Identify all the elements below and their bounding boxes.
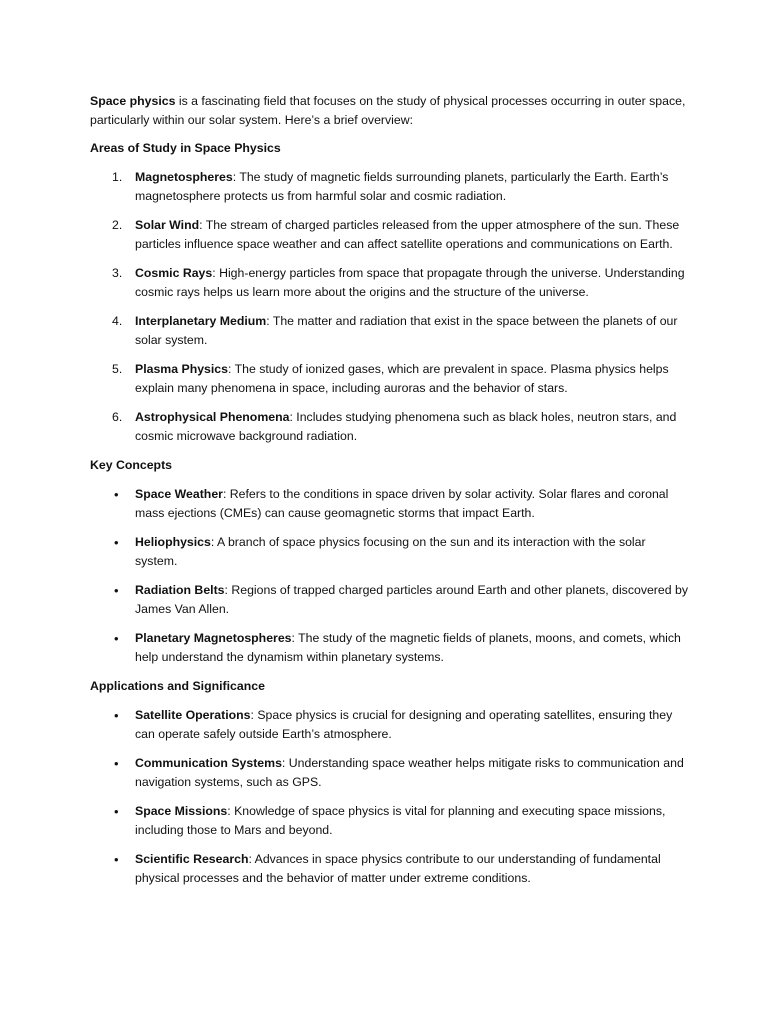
list-item <box>90 802 690 840</box>
intro-term: Space physics <box>90 94 176 108</box>
list-item <box>90 360 690 398</box>
item-text: : The study of the magnetic fields of planets, moons, and comets, which help understand the dynamism within planetary systems. <box>135 631 681 664</box>
section-heading-areas: Areas of Study in Space Physics <box>90 141 281 155</box>
concepts-list <box>90 485 690 667</box>
item-text: : Includes studying phenomena such as black holes, neutron stars, and cosmic microwave background radiation. <box>135 410 677 443</box>
bullet-icon: • <box>114 852 119 867</box>
section-heading-concepts: Key Concepts <box>90 458 173 472</box>
bullet-icon: • <box>114 535 119 550</box>
applications-list <box>90 706 690 888</box>
item-text: : A branch of space physics focusing on the sun and its interaction with the solar system. <box>135 535 646 568</box>
item-text: : Space physics is crucial for designing and operating satellites, ensuring they can operate safely outside Earth’s atmosphere. <box>135 708 673 741</box>
item-term: Astrophysical Phenomena <box>135 410 290 424</box>
item-text: : Knowledge of space physics is vital for planning and executing space missions, including those to Mars and beyond. <box>135 804 666 837</box>
list-number: 4. <box>112 314 123 328</box>
item-term: Space Missions <box>135 804 228 818</box>
list-number: 1. <box>112 170 123 184</box>
list-item <box>90 312 690 350</box>
item-text: : The study of magnetic fields surrounding planets, particularly the Earth. Earth’s magnetosphere protects us from harmful solar and cosmic radiation. <box>135 170 669 203</box>
section-heading-applications: Applications and Significance <box>90 679 265 693</box>
item-term: Cosmic Rays <box>135 266 213 280</box>
item-term: Solar Wind <box>135 218 200 232</box>
item-text: : The matter and radiation that exist in the space between the planets of our solar system. <box>135 314 678 347</box>
item-term: Communication Systems <box>135 756 282 770</box>
list-item <box>90 408 690 446</box>
item-term: Plasma Physics <box>135 362 228 376</box>
list-item <box>90 485 690 523</box>
item-term: Heliophysics <box>135 535 211 549</box>
item-term: Planetary Magnetospheres <box>135 631 292 645</box>
list-item <box>90 216 690 254</box>
list-item <box>90 754 690 792</box>
intro-text: is a fascinating field that focuses on the study of physical processes occurring in outer space, particularly within our solar system. Here’s a brief overview: <box>90 94 686 127</box>
item-text: : Regions of trapped charged particles around Earth and other planets, discovered by James Van Allen. <box>135 583 688 616</box>
intro-paragraph <box>90 92 690 130</box>
list-number: 3. <box>112 266 123 280</box>
item-text: : Refers to the conditions in space driven by solar activity. Solar flares and coronal mass ejections (CMEs) can cause geomagnetic storms that impact Earth. <box>135 487 669 520</box>
item-term: Magnetospheres <box>135 170 233 184</box>
bullet-icon: • <box>114 583 119 598</box>
item-text: : The study of ionized gases, which are prevalent in space. Plasma physics helps explain many phenomena in space, including auroras and the behavior of stars. <box>135 362 669 395</box>
list-item <box>90 706 690 744</box>
list-number: 5. <box>112 362 123 376</box>
list-item <box>90 168 690 206</box>
item-text: : Advances in space physics contribute to our understanding of fundamental physical processes and the behavior of matter under extreme conditions. <box>135 852 661 885</box>
document-body <box>90 92 690 898</box>
item-term: Space Weather <box>135 487 223 501</box>
list-item <box>90 264 690 302</box>
bullet-icon: • <box>114 756 119 771</box>
areas-list <box>90 168 690 446</box>
list-item <box>90 629 690 667</box>
bullet-icon: • <box>114 631 119 646</box>
list-item <box>90 850 690 888</box>
bullet-icon: • <box>114 487 119 502</box>
item-term: Radiation Belts <box>135 583 225 597</box>
bullet-icon: • <box>114 708 119 723</box>
bullet-icon: • <box>114 804 119 819</box>
item-term: Satellite Operations <box>135 708 251 722</box>
item-term: Scientific Research <box>135 852 249 866</box>
item-text: : The stream of charged particles released from the upper atmosphere of the sun. These particles influence space weather and can affect satellite operations and communications on Earth. <box>135 218 680 251</box>
list-item <box>90 581 690 619</box>
list-number: 2. <box>112 218 123 232</box>
list-item <box>90 533 690 571</box>
item-text: : High-energy particles from space that propagate through the universe. Understanding cosmic rays helps us learn more about the origins and the structure of the universe. <box>135 266 685 299</box>
item-term: Interplanetary Medium <box>135 314 267 328</box>
item-text: : Understanding space weather helps mitigate risks to communication and navigation systems, such as GPS. <box>135 756 684 789</box>
list-number: 6. <box>112 410 123 424</box>
